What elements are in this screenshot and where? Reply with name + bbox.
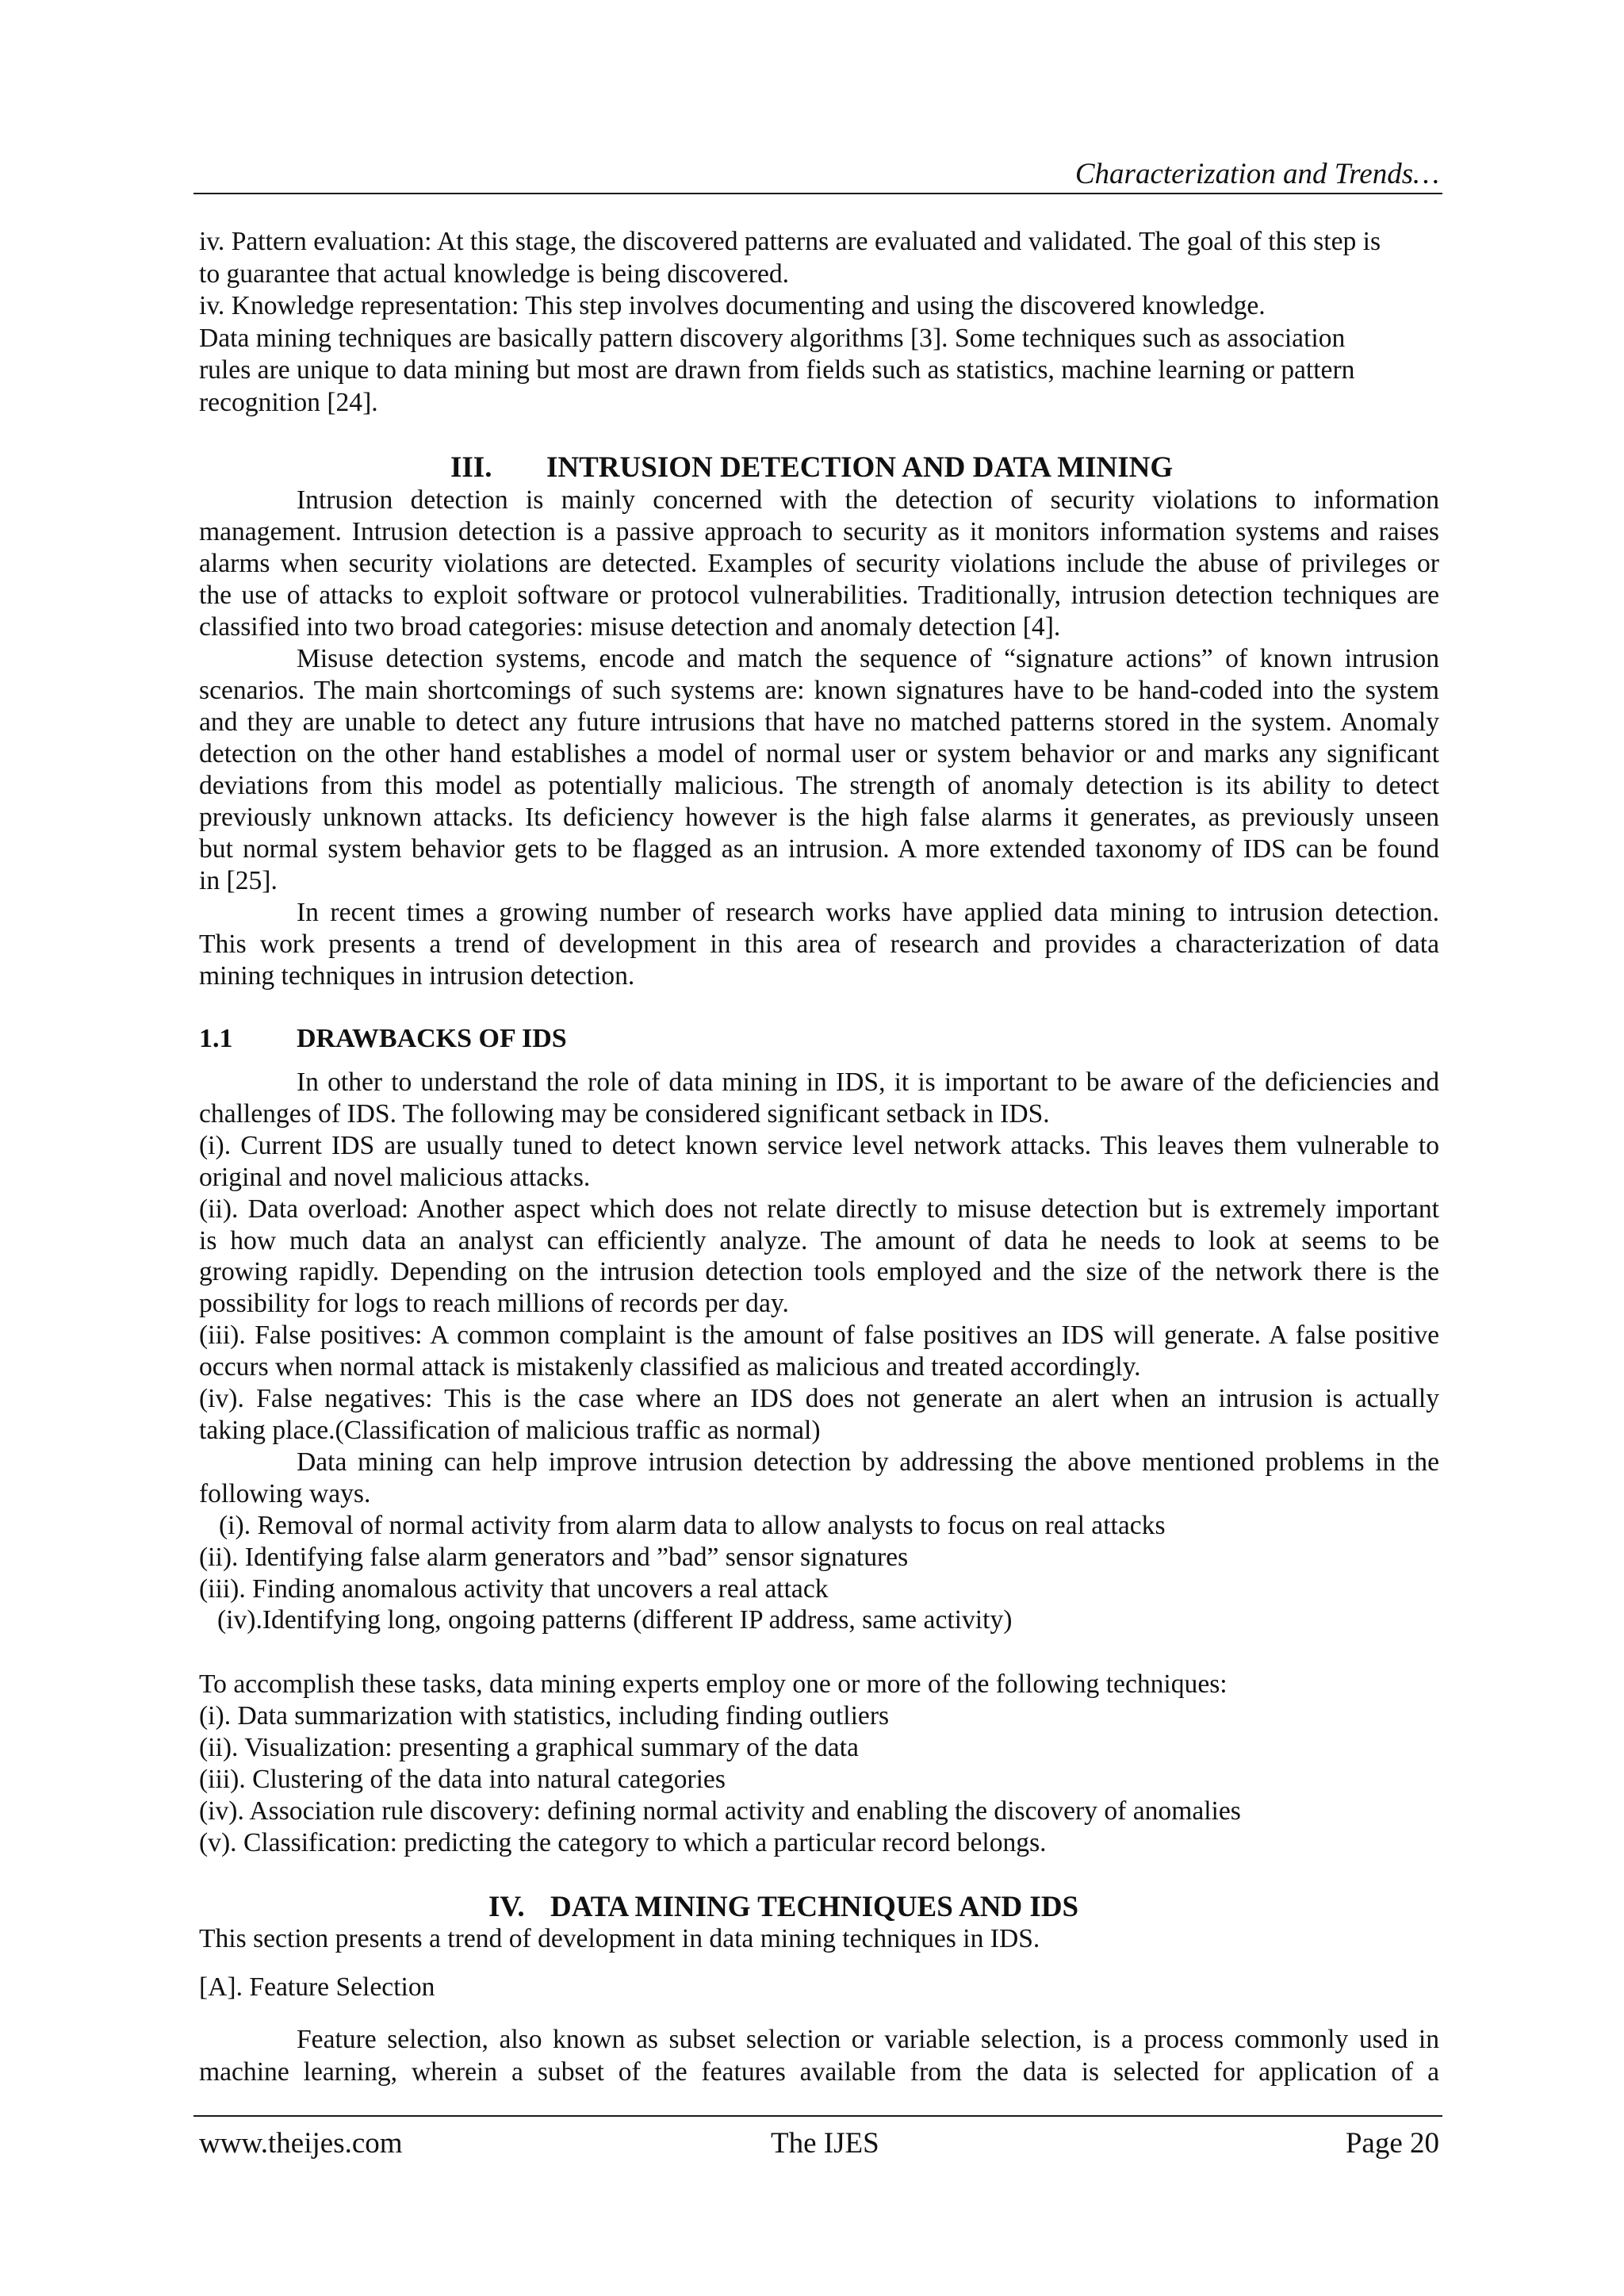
text-line: and they are unable to detect any future intrusions that have no matched patterns stored in the system. Anomaly: [199, 707, 1439, 737]
footer-rule: [193, 2115, 1442, 2117]
text-line: mining techniques in intrusion detection.: [199, 961, 635, 991]
paragraph: [199, 1383, 1439, 1447]
intro-paragraph: [199, 226, 1439, 420]
ways-list: [199, 1510, 1439, 1637]
paragraph: [199, 485, 1439, 643]
paragraph: [199, 1447, 1439, 1510]
list-item: (ii). Visualization: presenting a graphical summary of the data: [199, 1732, 859, 1762]
text-line: Data mining can help improve intrusion detection by addressing the above mentioned problems in the: [297, 1447, 1439, 1477]
section-number: IV.: [488, 1891, 525, 1923]
text-line: rules are unique to data mining but most are drawn from fields such as statistics, machine learning or pattern: [199, 355, 1355, 385]
list-item: (iii). Finding anomalous activity that uncovers a real attack: [199, 1573, 829, 1604]
text-line: possibility for logs to reach millions of records per day.: [199, 1289, 789, 1319]
paragraph: [199, 1067, 1439, 1130]
text-line: is how much data an analyst can efficiently analyze. The amount of data he needs to look at seems to be: [199, 1225, 1439, 1255]
section-intro: [199, 1923, 1439, 1955]
text-line: to guarantee that actual knowledge is being discovered.: [199, 259, 790, 289]
text-line: To accomplish these tasks, data mining experts employ one or more of the following techniques:: [199, 1669, 1228, 1699]
text-line: previously unknown attacks. Its deficiency however is the high false alarms it generates, as previously unseen: [199, 803, 1439, 832]
section-title: DATA MINING TECHNIQUES AND IDS: [550, 1891, 1079, 1923]
text-line: Feature selection, also known as subset selection or variable selection, is a process commonly used in: [297, 2025, 1439, 2054]
text-line: Misuse detection systems, encode and match the sequence of “signature actions” of known intrusion: [297, 644, 1439, 673]
text-line: scenarios. The main shortcomings of such systems are: known signatures have to be hand-coded into the system: [199, 676, 1439, 705]
text-line: recognition [24].: [199, 387, 378, 417]
text-line: deviations from this model as potentially malicious. The strength of anomaly detection is its ability to detect: [199, 771, 1439, 800]
text-line: This section presents a trend of development in data mining techniques in IDS.: [199, 1924, 1040, 1953]
list-item: (iv). Association rule discovery: defining normal activity and enabling the discovery of anomalies: [199, 1796, 1241, 1826]
paragraph: [199, 2023, 1439, 2088]
text-line: classified into two broad categories: misuse detection and anomaly detection [4].: [199, 612, 1061, 642]
section-number: III.: [450, 451, 492, 484]
text-line: taking place.(Classification of malicious traffic as normal): [199, 1415, 821, 1445]
text-line: occurs when normal attack is mistakenly classified as malicious and treated accordingly.: [199, 1352, 1141, 1382]
subsection-title: DRAWBACKS OF IDS: [297, 1024, 567, 1053]
feature-selection-heading: [199, 1972, 1439, 2003]
list-item: (i). Data summarization with statistics, including finding outliers: [199, 1700, 890, 1731]
techniques-list: [199, 1669, 1439, 1858]
text-line: growing rapidly. Depending on the intrusion detection tools employed and the size of the network there is the: [199, 1257, 1439, 1287]
paragraph: [199, 1194, 1439, 1320]
footer-website: www.theijes.com: [199, 2127, 403, 2160]
list-item: (ii). Identifying false alarm generators and ”bad” sensor signatures: [199, 1542, 909, 1572]
subsection-body: [199, 1067, 1439, 1636]
text-line: but normal system behavior gets to be flagged as an intrusion. A more extended taxonomy of IDS can be found: [199, 834, 1439, 864]
text-line: management. Intrusion detection is a passive approach to security as it monitors information systems and raises: [199, 517, 1439, 546]
text-line: in [25].: [199, 866, 278, 895]
paragraph: [199, 897, 1439, 992]
text-line: the use of attacks to exploit software or protocol vulnerabilities. Traditionally, intrusion detection techniques are: [199, 581, 1439, 610]
text-line: original and novel malicious attacks.: [199, 1162, 591, 1192]
subsection-number: 1.1: [199, 1024, 233, 1053]
list-item: (i). Removal of normal activity from alarm data to allow analysts to focus on real attacks: [219, 1510, 1166, 1540]
text-line: (i). Current IDS are usually tuned to detect known service level network attacks. This leaves them vulnerable to: [199, 1130, 1439, 1160]
running-header: Characterization and Trends…: [1074, 158, 1439, 190]
section-body: [199, 485, 1439, 992]
text-line: Intrusion detection is mainly concerned with the detection of security violations to information: [297, 485, 1439, 515]
text-line: detection on the other hand establishes a model of normal user or system behavior or and marks any significant: [199, 739, 1439, 769]
text-line: (iii). False positives: A common complaint is the amount of false positives an IDS will generate. A false positive: [199, 1320, 1439, 1351]
list-item: (iv).Identifying long, ongoing patterns (different IP address, same activity): [217, 1605, 1013, 1635]
text-line: following ways.: [199, 1478, 371, 1508]
text-line: Data mining techniques are basically pattern discovery algorithms [3]. Some techniques such as association: [199, 323, 1346, 353]
footer-page-number: Page 20: [1345, 2127, 1439, 2160]
text-line: In other to understand the role of data mining in IDS, it is important to be aware of the deficiencies and: [297, 1068, 1439, 1097]
text-line: iv. Knowledge representation: This step involves documenting and using the discovered knowledge.: [199, 291, 1266, 321]
text-line: challenges of IDS. The following may be considered significant setback in IDS.: [199, 1098, 1050, 1129]
section-title: INTRUSION DETECTION AND DATA MINING: [546, 451, 1174, 484]
text-line: machine learning, wherein a subset of the features available from the data is selected for application of a: [199, 2057, 1439, 2087]
paragraph: [199, 1130, 1439, 1194]
text-line: alarms when security violations are detected. Examples of security violations include the abuse of privileges or: [199, 549, 1439, 578]
text-line: In recent times a growing number of research works have applied data mining to intrusion detection.: [297, 898, 1439, 927]
paragraph: [199, 1320, 1439, 1383]
text-line: (ii). Data overload: Another aspect which does not relate directly to misuse detection but is extremely important: [199, 1194, 1439, 1224]
paragraph: [199, 643, 1439, 897]
text-line: iv. Pattern evaluation: At this stage, the discovered patterns are evaluated and validated. The goal of this step is: [199, 227, 1381, 256]
text-line: (iv). False negatives: This is the case where an IDS does not generate an alert when an intrusion is actually: [199, 1384, 1439, 1414]
footer-journal: The IJES: [771, 2127, 879, 2160]
list-item: (v). Classification: predicting the category to which a particular record belongs.: [199, 1827, 1047, 1857]
header-rule: [193, 193, 1442, 194]
text-line: This work presents a trend of development in this area of research and provides a characterization of data: [199, 930, 1439, 959]
list-item: (iii). Clustering of the data into natural categories: [199, 1764, 726, 1794]
subheading: [A]. Feature Selection: [199, 1972, 435, 2002]
